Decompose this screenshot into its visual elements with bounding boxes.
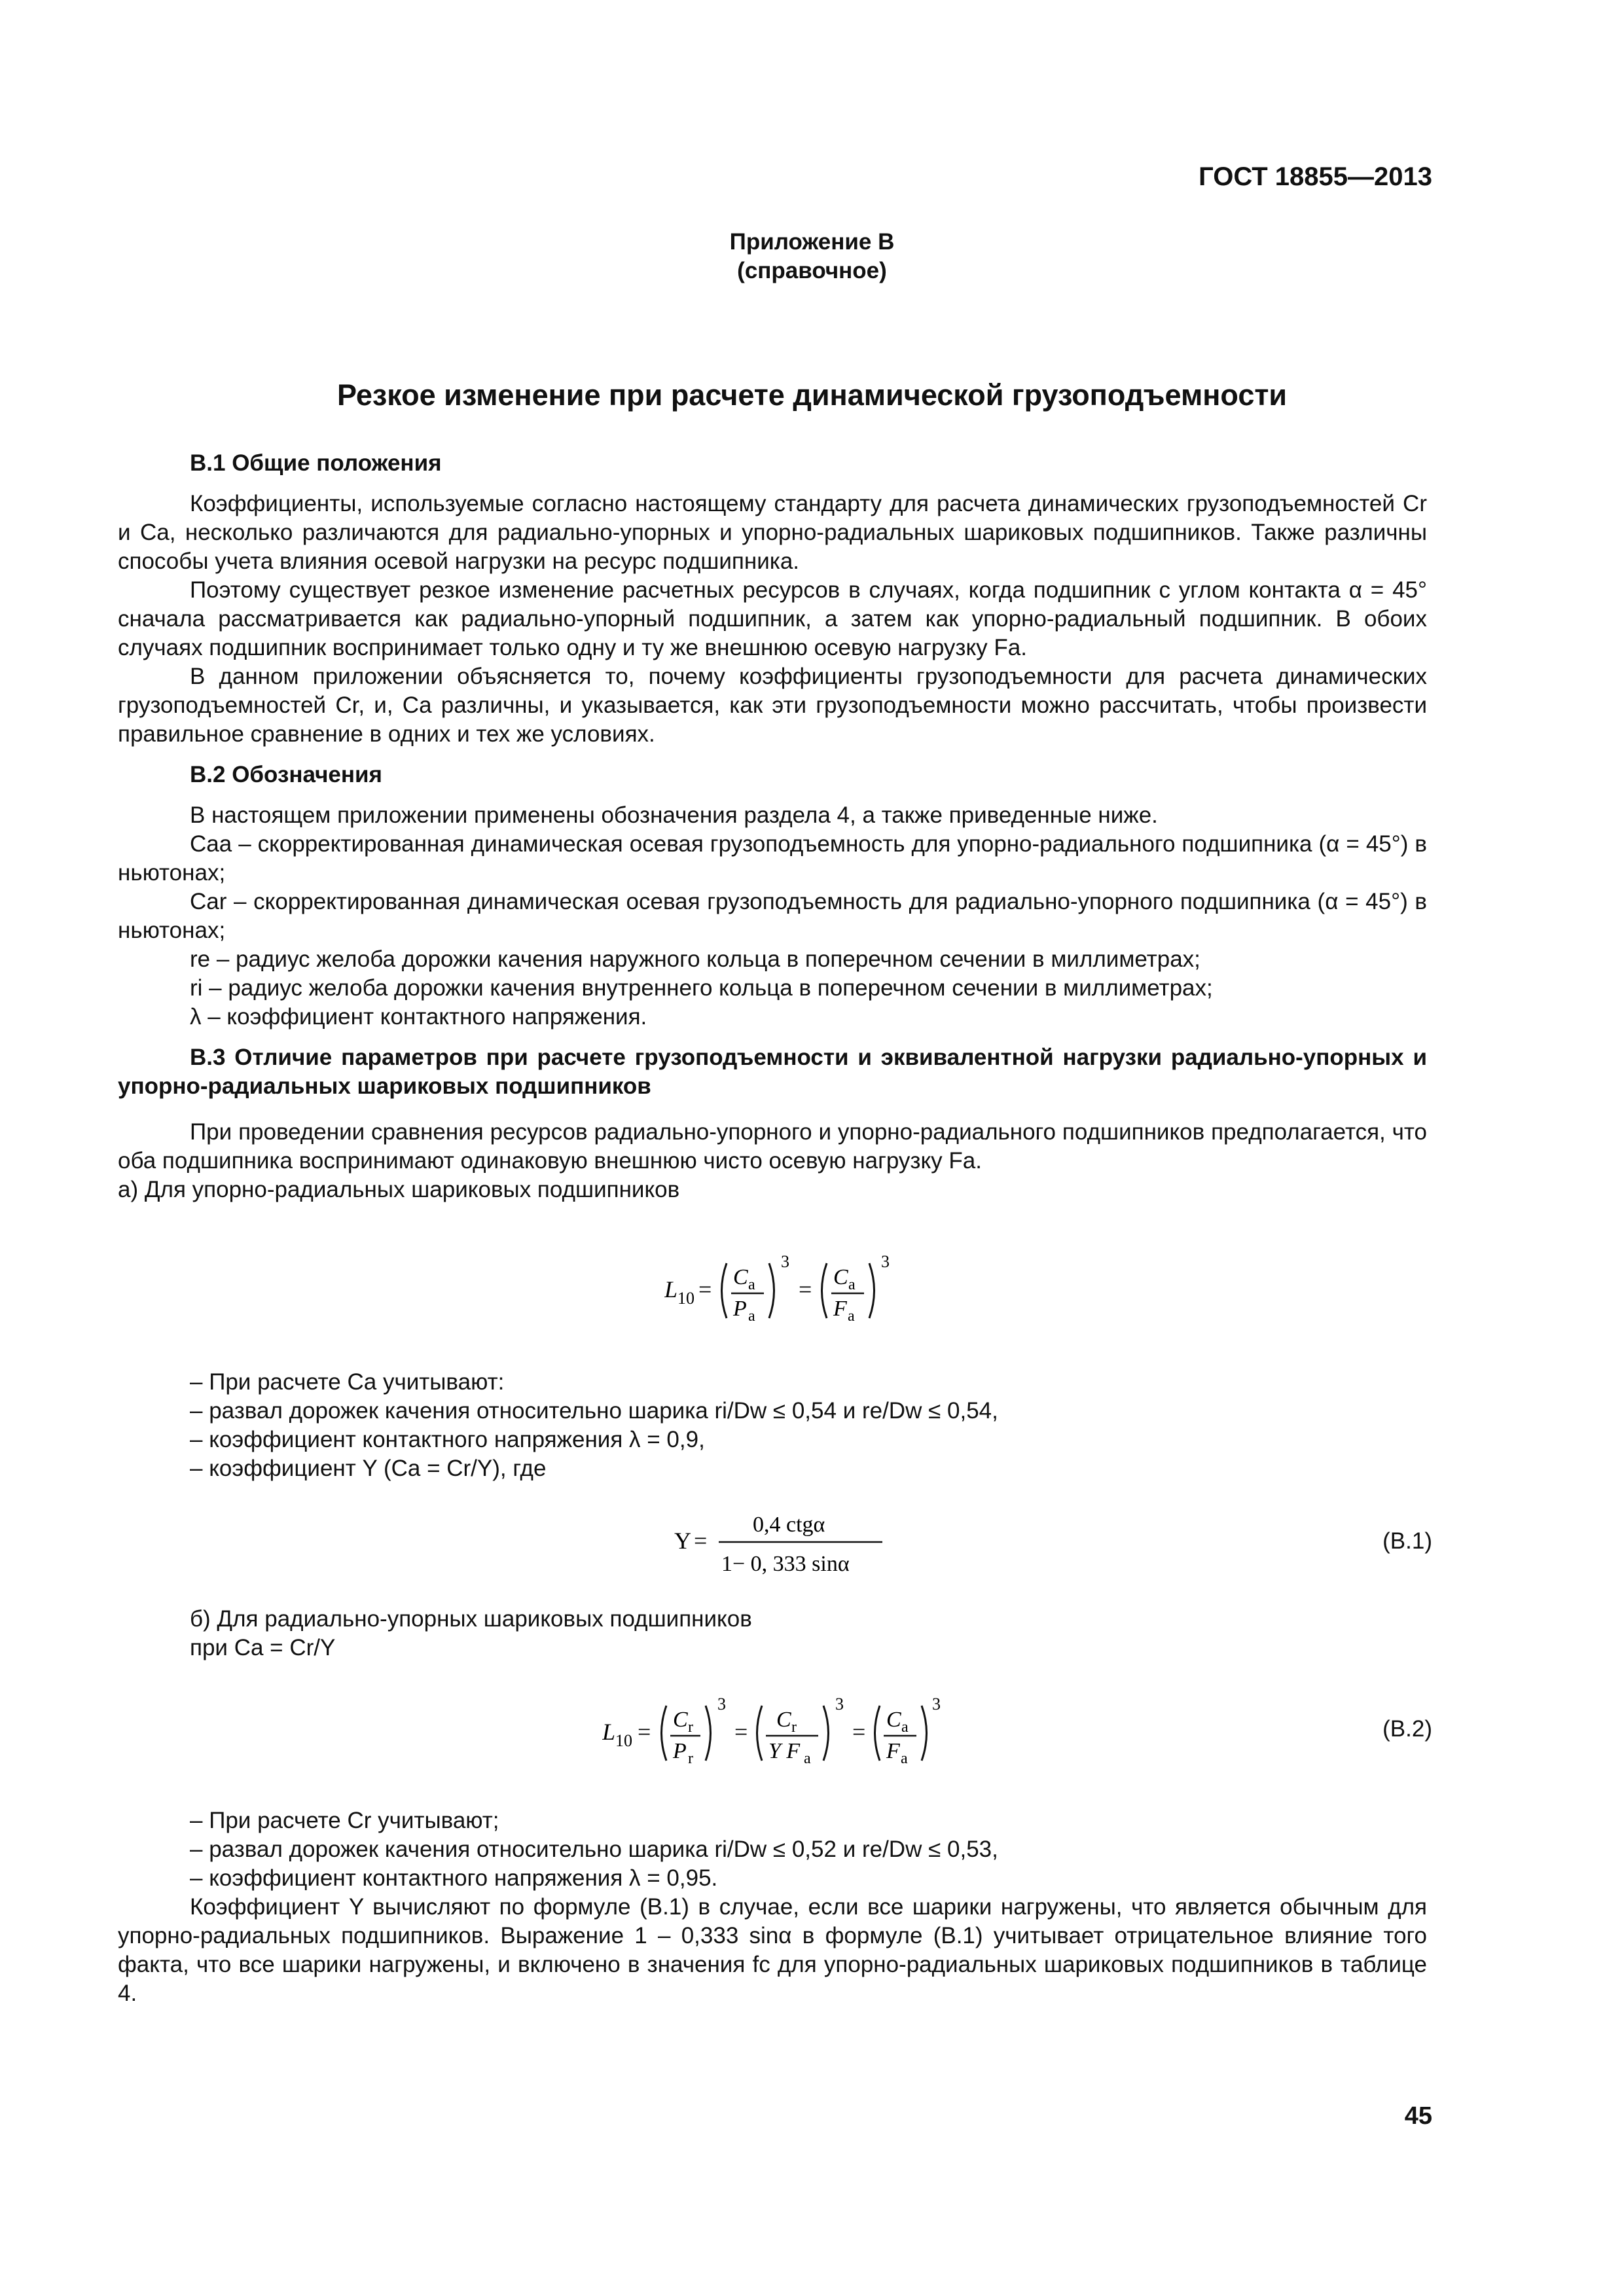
case-a-item-1: – При расчете Ca учитывают: — [190, 1369, 505, 1395]
svg-text:=: = — [799, 1276, 812, 1302]
appendix-kind: (справочное) — [737, 258, 887, 283]
heading-b1: В.1 Общие положения — [190, 450, 442, 476]
svg-text:F: F — [833, 1297, 847, 1321]
svg-text:10: 10 — [677, 1289, 695, 1308]
case-b-item-3: – коэффициент контактного напряжения λ = 0,95. — [190, 1865, 718, 1891]
svg-text:=: = — [734, 1719, 748, 1745]
case-a-intro: а) Для упорно-радиальных шариковых подшипников — [118, 1177, 680, 1202]
svg-text:P: P — [673, 1739, 687, 1763]
notation-intro: В настоящем приложении применены обозначения раздела 4, а также приведенные ниже. — [190, 802, 1158, 828]
case-b-item-2: – развал дорожек качения относительно шарика ri/Dw ≤ 0,52 и re/Dw ≤ 0,53, — [190, 1837, 998, 1862]
svg-text:=: = — [694, 1528, 708, 1554]
formula-b2 — [602, 1682, 943, 1786]
svg-text:a: a — [901, 1719, 909, 1736]
svg-text:3: 3 — [781, 1252, 789, 1271]
svg-text:a: a — [848, 1308, 855, 1325]
svg-text:Y F: Y F — [768, 1739, 801, 1763]
notation-caa: Caa – скорректированная динамическая осевая грузоподъемность для упорно-радиального подшипника (α = 45°) в ньютонах; — [118, 831, 1427, 886]
heading-b2: В.2 Обозначения — [190, 762, 382, 787]
heading-b3: В.3 Отличие параметров при расчете грузоподъемности и эквивалентной нагрузки радиально-упорных и упорно-радиальных шариковых подшипников — [118, 1045, 1427, 1099]
svg-text:L: L — [602, 1719, 616, 1745]
case-b-condition: при Ca = Cr/Y — [190, 1635, 336, 1660]
svg-text:3: 3 — [881, 1252, 890, 1271]
page-title: Резкое изменение при расчете динамической грузоподъемности — [336, 378, 1288, 412]
svg-text:C: C — [886, 1708, 901, 1732]
formula-b1-number: (В.1) — [1382, 1528, 1432, 1554]
svg-text:P: P — [733, 1297, 747, 1321]
formula-b1-graphic — [674, 1505, 890, 1584]
svg-text:1− 0, 333 sinα: 1− 0, 333 sinα — [721, 1552, 850, 1576]
svg-text:r: r — [791, 1719, 797, 1736]
case-b-title: б) Для радиально-упорных шариковых подшипников — [190, 1606, 752, 1632]
paragraph-b3-1: При проведении сравнения ресурсов радиально-упорного и упорно-радиального подшипников предполагается, что оба подшипника воспринимают одинаковую внешнюю чисто осевую нагрузку Fa. — [118, 1119, 1427, 1174]
svg-text:a: a — [748, 1308, 755, 1325]
formula-l10-thrust-graphic — [664, 1244, 913, 1335]
paragraph-b1-2: Поэтому существует резкое изменение расчетных ресурсов в случаях, когда подшипник с углом контакта α = 45° сначала рассматривается как радиально-упорный подшипник, а затем как упорно-радиальный подшипник. В обоих случаях подшипник воспринимает только одну и ту же внешнюю осевую нагрузку Fa. — [118, 577, 1427, 660]
svg-text:a: a — [804, 1750, 811, 1767]
svg-text:a: a — [901, 1750, 908, 1767]
svg-text:C: C — [673, 1708, 688, 1732]
notation-lambda: λ – коэффициент контактного напряжения. — [190, 1004, 647, 1030]
formula-l10-thrust — [664, 1244, 913, 1341]
case-b-intro — [118, 1605, 1427, 1662]
svg-text:=: = — [852, 1719, 866, 1745]
svg-text:L: L — [664, 1276, 678, 1302]
notation-re: re – радиус желоба дорожки качения наружного кольца в поперечном сечении в миллиметрах; — [190, 946, 1200, 972]
paragraph-b1-3: В данном приложении объясняется то, почему коэффициенты грузоподъемности для расчета динамических грузоподъемностей Cr, и, Ca различны, и указывается, как эти грузоподъемности можно рассчитать, чтобы произвести правильное сравнение в одних и тех же условиях. — [118, 664, 1427, 747]
case-a-list — [118, 1368, 1427, 1483]
case-b-list — [118, 1806, 1427, 2008]
notation-car: Car – скорректированная динамическая осевая грузоподъемность для радиально-упорного подшипника (α = 45°) в ньютонах; — [118, 889, 1427, 943]
svg-text:C: C — [776, 1708, 791, 1732]
appendix-label: Приложение В — [729, 229, 895, 255]
section-b1-b2 — [118, 449, 1427, 1204]
svg-text:a: a — [748, 1276, 755, 1293]
page-number: 45 — [1404, 2102, 1432, 2130]
svg-text:3: 3 — [717, 1695, 726, 1713]
svg-text:=: = — [638, 1719, 651, 1745]
paragraph-final: Коэффициент Y вычисляют по формуле (В.1) в случае, если все шарики нагружены, что является обычным для упорно-радиальных подшипников. Выражение 1 – 0,333 sinα в формуле (В.1) учитывает отрицательное влияние того факта, что все шарики нагружены, и включено в значения fc для упорно-радиальных шариковых подшипников в таблице 4. — [118, 1894, 1427, 2006]
svg-text:Y: Y — [674, 1528, 691, 1554]
svg-text:F: F — [886, 1739, 900, 1763]
document-code: ГОСТ 18855—2013 — [1199, 162, 1432, 191]
svg-text:10: 10 — [615, 1731, 632, 1750]
svg-text:r: r — [688, 1750, 693, 1767]
case-b-item-1: – При расчете Cr учитывают; — [190, 1808, 499, 1833]
formula-b2-graphic — [602, 1682, 943, 1780]
case-a-item-3: – коэффициент контактного напряжения λ = 0,9, — [190, 1427, 705, 1452]
svg-text:C: C — [733, 1265, 748, 1289]
svg-text:a: a — [848, 1276, 856, 1293]
svg-text:3: 3 — [932, 1695, 941, 1713]
notation-ri: ri – радиус желоба дорожки качения внутреннего кольца в поперечном сечении в миллиметрах; — [190, 975, 1213, 1001]
paragraph-b1-1: Коэффициенты, используемые согласно настоящему стандарту для расчета динамических грузоподъемностей Cr и Ca, несколько различаются для радиально-упорных и упорно-радиальных шариковых подшипников. Также различны способы учета влияния осевой нагрузки на ресурс подшипника. — [118, 491, 1427, 574]
formula-b2-number: (В.2) — [1382, 1716, 1432, 1742]
svg-text:C: C — [833, 1265, 848, 1289]
svg-text:r: r — [688, 1719, 693, 1736]
formula-b1 — [674, 1505, 890, 1590]
case-a-item-2: – развал дорожек качения относительно шарика ri/Dw ≤ 0,54 и re/Dw ≤ 0,54, — [190, 1398, 998, 1424]
svg-text:0,4 ctgα: 0,4 ctgα — [753, 1513, 825, 1537]
svg-text:3: 3 — [835, 1695, 844, 1713]
svg-text:=: = — [698, 1276, 712, 1302]
case-a-item-4: – коэффициент Y (Ca = Cr/Y), где — [190, 1456, 547, 1481]
